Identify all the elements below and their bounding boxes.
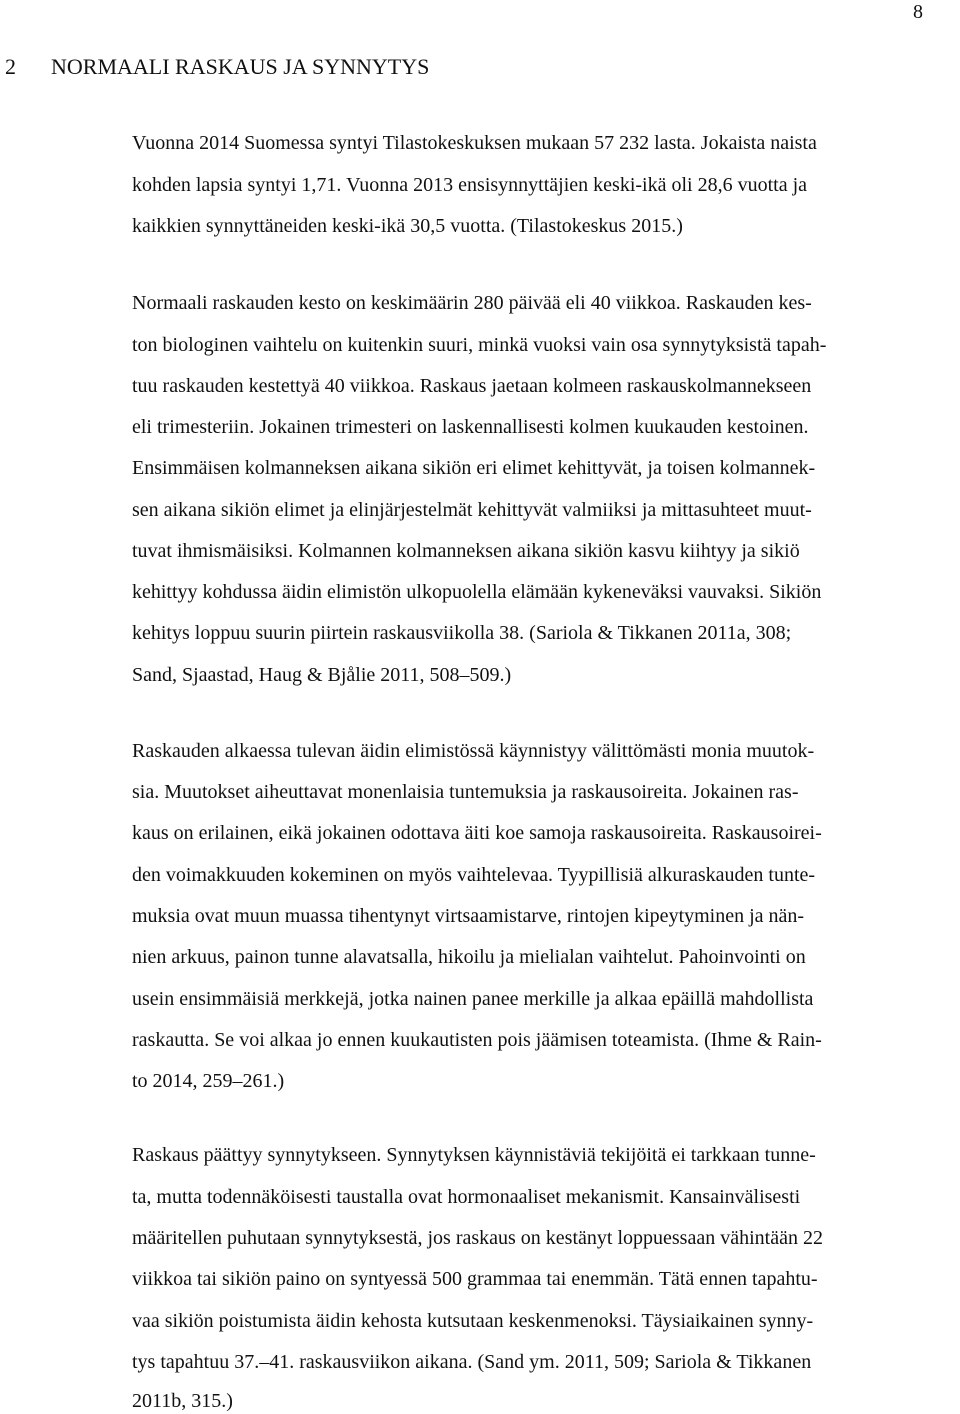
text-line: kaus on erilainen, eikä jokainen odottava äiti koe samoja raskausoireita. Raskausoirei- [132,822,822,844]
text-line: Raskaus päättyy synnytykseen. Synnytyksen käynnistäviä tekijöitä ei tarkkaan tunne- [132,1144,816,1166]
text-line: eli trimesteriin. Jokainen trimesteri on laskennallisesti kolmen kuukauden kestoinen. [132,416,809,438]
text-line: kohden lapsia syntyi 1,71. Vuonna 2013 ensisynnyttäjien keski-ikä oli 28,6 vuotta ja [132,174,808,196]
text-line: Sand, Sjaastad, Haug & Bjålie 2011, 508–509.) [132,664,512,686]
text-line: ton biologinen vaihtelu on kuitenkin suuri, minkä vuoksi vain osa synnytyksistä tapah- [132,334,827,356]
text-line: kehittyy kohdussa äidin elimistön ulkopuolella elämään kykeneväksi vauvaksi. Sikiön [132,581,822,603]
text-line: kaikkien synnyttäneiden keski-ikä 30,5 vuotta. (Tilastokeskus 2015.) [132,215,683,237]
page-number: 8 [913,1,923,23]
text-line: vaa sikiön poistumista äidin kehosta kutsutaan keskenmenoksi. Täysiaikainen synny- [132,1310,814,1332]
text-line: usein ensimmäisiä merkkejä, jotka nainen panee merkille ja alkaa epäillä mahdollista [132,988,814,1010]
text-line: Ensimmäisen kolmanneksen aikana sikiön eri elimet kehittyvät, ja toisen kolmannek- [132,457,816,479]
text-line: muksia ovat muun muassa tihentynyt virtsaamistarve, rintojen kipeytyminen ja nän- [132,905,805,927]
text-line: nien arkuus, painon tunne alavatsalla, hikoilu ja mielialan vaihtelut. Pahoinvointi on [132,946,806,968]
text-line: sia. Muutokset aiheuttavat monenlaisia tuntemuksia ja raskausoireita. Jokainen ras- [132,781,799,803]
text-line: viikkoa tai sikiön paino on syntyessä 500 grammaa tai enemmän. Tätä ennen tapahtu- [132,1268,818,1290]
text-line: raskautta. Se voi alkaa jo ennen kuukautisten pois jäämisen toteamista. (Ihme & Rain- [132,1029,822,1051]
text-line: tys tapahtuu 37.–41. raskausviikon aikana. (Sand ym. 2011, 509; Sariola & Tikkanen [132,1351,812,1373]
text-line: to 2014, 259–261.) [132,1070,285,1092]
text-line: ta, mutta todennäköisesti taustalla ovat hormonaaliset mekanismit. Kansainvälisesti [132,1186,801,1208]
section-heading [5,53,429,81]
section-title: NORMAALI RASKAUS JA SYNNYTYS [51,54,430,79]
text-line: tuu raskauden kestettyä 40 viikkoa. Raskaus jaetaan kolmeen raskauskolmannekseen [132,375,812,397]
text-line: sen aikana sikiön elimet ja elinjärjestelmät kehittyvät valmiiksi ja mittasuhteet muut- [132,499,812,521]
text-line: 2011b, 315.) [132,1390,233,1412]
section-number: 2 [5,54,16,79]
text-line: den voimakkuuden kokeminen on myös vaihtelevaa. Tyypillisiä alkuraskauden tunte- [132,864,816,886]
text-line: määritellen puhutaan synnytyksestä, jos raskaus on kestänyt loppuessaan vähintään 22 [132,1227,823,1249]
text-line: Vuonna 2014 Suomessa syntyi Tilastokeskuksen mukaan 57 232 lasta. Jokaista naista [132,132,817,154]
text-line: Normaali raskauden kesto on keskimäärin 280 päivää eli 40 viikkoa. Raskauden kes- [132,292,812,314]
text-line: Raskauden alkaessa tulevan äidin elimistössä käynnistyy välittömästi monia muutok- [132,740,815,762]
text-line: tuvat ihmismäisiksi. Kolmannen kolmanneksen aikana sikiön kasvu kiihtyy ja sikiö [132,540,800,562]
text-line: kehitys loppuu suurin piirtein raskausviikolla 38. (Sariola & Tikkanen 2011a, 308; [132,622,792,644]
